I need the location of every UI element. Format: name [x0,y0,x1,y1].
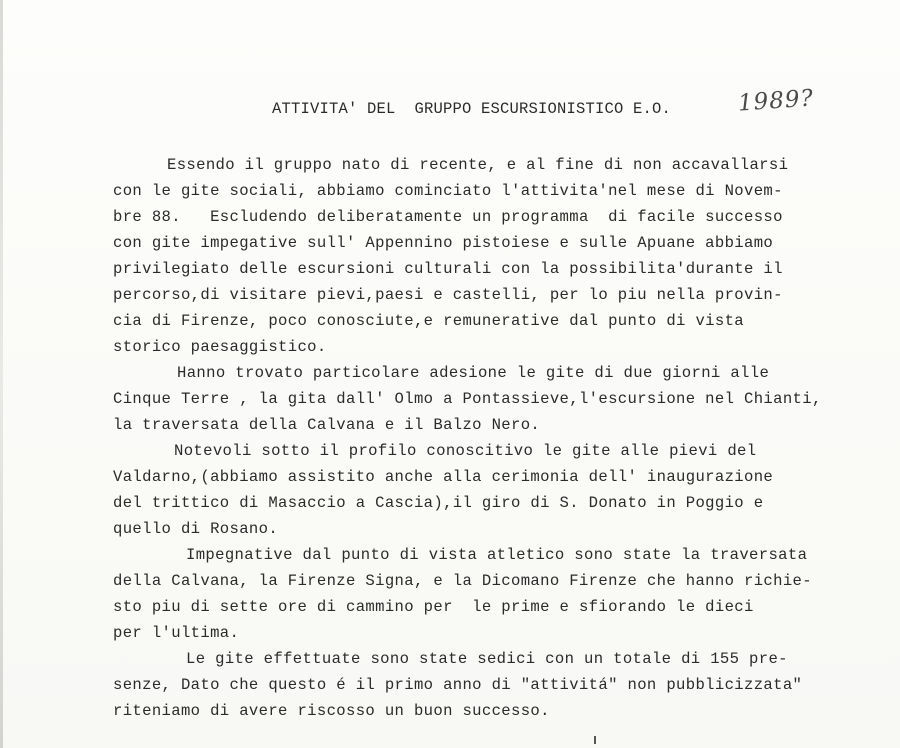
paragraph-line-10: Cinque Terre , la gita dall' Olmo a Pontassieve,l'escursione nel Chianti, [113,390,822,408]
paragraph-line-19: per l'ultima. [113,624,240,642]
paragraph-line-22: riteniamo di avere riscosso un buon successo. [113,702,550,720]
paragraph-line-3: bre 88. Escludendo deliberatamente un programma di facile successo [113,208,783,226]
paragraph-line-2: con le gite sociali, abbiamo cominciato l'attivita'nel mese di Novem- [113,182,783,200]
paragraph-line-11: la traversata della Calvana e il Balzo Nero. [113,416,541,434]
paragraph-line-13: Valdarno,(abbiamo assistito anche alla cerimonia dell' inaugurazione [113,468,774,486]
stray-pen-mark [594,736,596,744]
paragraph-line-6: percorso,di visitare pievi,paesi e castelli, per lo piu nella provin- [113,286,783,304]
paragraph-line-15: quello di Rosano. [113,520,279,538]
paragraph-line-5: privilegiato delle escursioni culturali con la possibilita'durante il [113,260,783,278]
paragraph-line-18: sto piu di sette ore di cammino per le prime e sfiorando le dieci [113,598,754,616]
paragraph-line-12: Notevoli sotto il profilo conoscitivo le gite alle pievi del [174,442,757,460]
document-title: ATTIVITA' DEL GRUPPO ESCURSIONISTICO E.O. [272,100,672,118]
paragraph-line-17: della Calvana, la Firenze Signa, e la Dicomano Firenze che hanno richie- [113,572,812,590]
paragraph-line-8: storico paesaggistico. [113,338,327,356]
scanned-page-edge [0,0,3,748]
handwritten-year-note: 1989? [737,85,815,117]
paragraph-line-1: Essendo il gruppo nato di recente, e al fine di non accavallarsi [167,156,789,174]
paragraph-line-21: senze, Dato che questo é il primo anno di "attivitá" non pubblicizzata" [113,676,803,694]
paragraph-line-4: con gite impegative sull' Appennino pistoiese e sulle Apuane abbiamo [113,234,774,252]
paragraph-line-16: Impegnative dal punto di vista atletico sono state la traversata [186,546,808,564]
paragraph-line-14: del trittico di Masaccio a Cascia),il giro di S. Donato in Poggio e [113,494,764,512]
paragraph-line-7: cia di Firenze, poco conosciute,e remunerative dal punto di vista [113,312,745,330]
paragraph-line-9: Hanno trovato particolare adesione le gite di due giorni alle [177,364,770,382]
paragraph-line-20: Le gite effettuate sono state sedici con un totale di 155 pre- [186,650,788,668]
